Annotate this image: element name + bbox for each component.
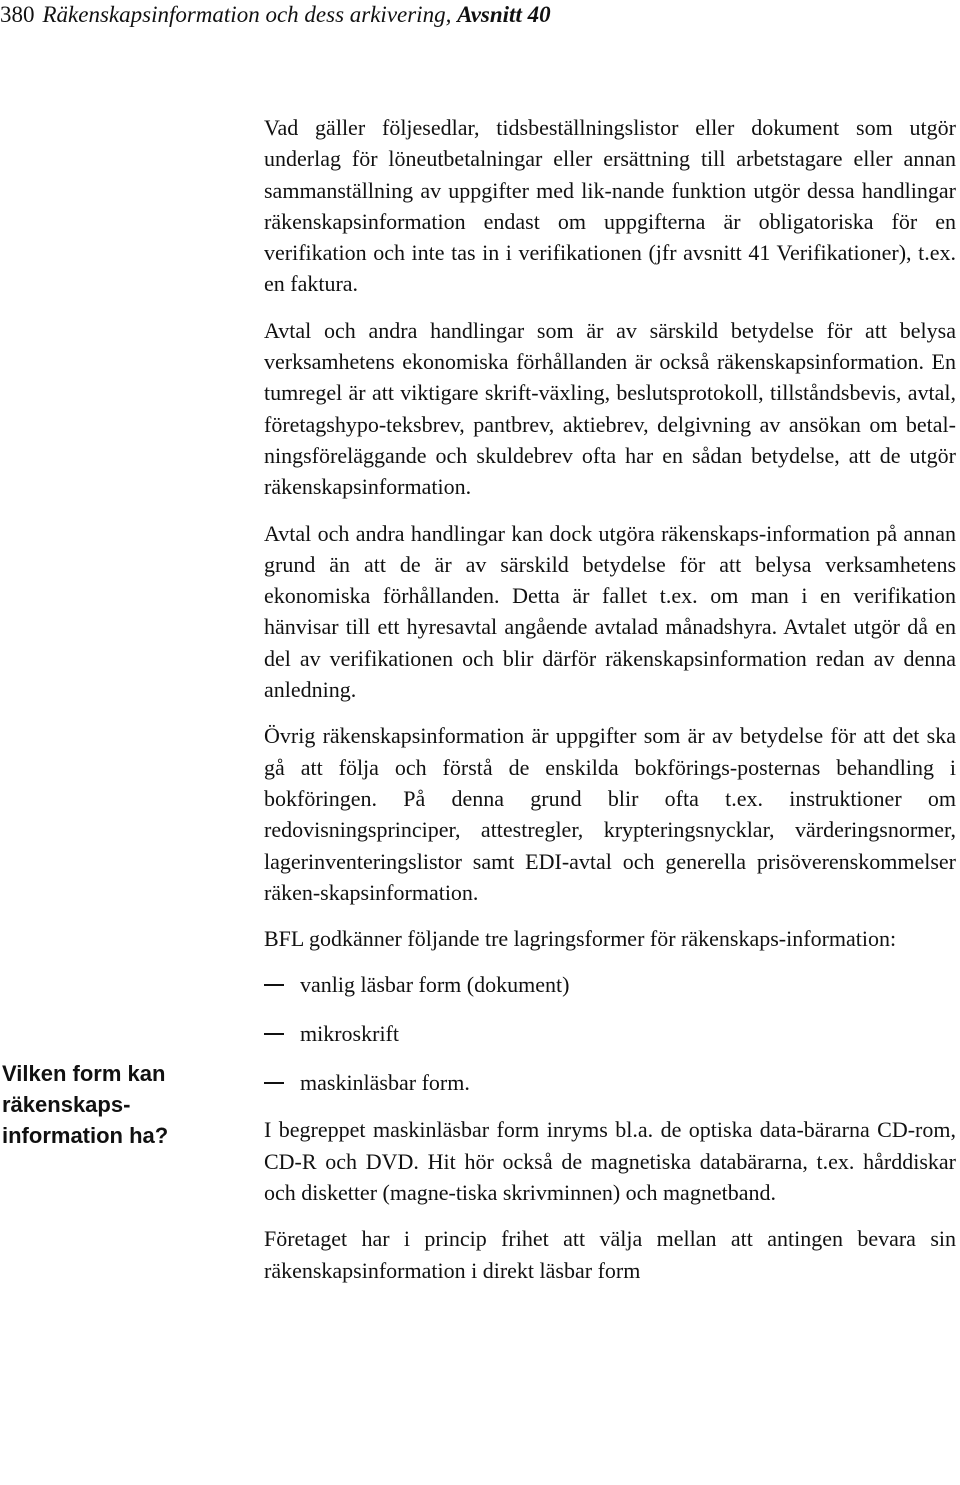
paragraph-4: Övrig räkenskapsinformation är uppgifter som är av betydelse för att det ska gå att följa och förstå de enskilda bokförings-posternas behandling i bokföringen. På denna grund blir ofta t.ex. instruktioner om redovisningsprinciper, attestregler, krypteringsnycklar, värderingsnormer, lagerinventeringslistor samt EDI-avtal och generella prisöverenskommelser räken-skapsinformation. [264, 723, 956, 905]
storage-forms-list [264, 969, 956, 1098]
list-item-text: mikroskrift [300, 1021, 399, 1047]
page-number: 380 [0, 2, 35, 27]
list-item-text: maskinläsbar form. [300, 1070, 470, 1096]
header-title: Räkenskapsinformation och dess arkivering, [42, 2, 452, 27]
paragraph-5: BFL godkänner följande tre lagringsformer för räkenskaps-information: [264, 926, 897, 952]
list-item [264, 1018, 956, 1049]
paragraph-1: Vad gäller följesedlar, tidsbeställningslistor eller dokument som utgör underlag för löneutbetalningar eller ersättning till arbetstagare eller annan sammanställning av uppgifter med lik-nande funktion utgör dessa handlingar räkenskapsinformation endast om uppgifterna är obligatoriska för en verifikation och inte tas in i verifikationen (jfr avsnitt 41 Verifikationer), t.ex. en faktura. [264, 115, 956, 297]
list-item [264, 1067, 956, 1098]
paragraph-6: I begreppet maskinläsbar form inryms bl.a. de optiska data-bärarna CD-rom, CD-R och DVD. Hit hör också de magnetiska databärarna, t.ex. hårddiskar och disketter (magne-tiska skrivminnen) och magnetband. [264, 1117, 956, 1206]
page-header [0, 0, 551, 30]
dash-bullet-icon [264, 1033, 284, 1035]
paragraph-2: Avtal och andra handlingar som är av särskild betydelse för att belysa verksamhetens ekonomiska förhållanden är också räkenskapsinformation. En tumregel är att viktigare skrift-växling, beslutsprotokoll, tillståndsbevis, avtal, företagshypo-teksbrev, pantbrev, aktiebrev, delgivning av ansökan om betal-ningsföreläggande och skuldebrev ofta har en sådan betydelse, att de utgör räkenskapsinformation. [264, 317, 956, 500]
dash-bullet-icon [264, 1082, 284, 1084]
list-item-text: vanlig läsbar form (dokument) [300, 972, 570, 998]
paragraph-3: Avtal och andra handlingar kan dock utgöra räkenskaps-information på annan grund än att de är av särskild betydelse för att belysa verksamhetens ekonomiska förhållanden. Detta är fallet t.ex. om man i en verifikation hänvisar till ett hyresavtal angående avtalad månadshyra. Avtalet utgör då en del av verifikationen och blir därför räkenskapsinformation redan av denna anledning. [264, 520, 956, 703]
margin-note: Vilken form kan räkenskaps-information ha? [2, 1061, 169, 1148]
header-section: Avsnitt 40 [457, 2, 551, 27]
dash-bullet-icon [264, 984, 284, 986]
paragraph-7: Företaget har i princip frihet att välja mellan att antingen bevara sin räkenskapsinformation i direkt läsbar form [264, 1226, 956, 1283]
body-text [264, 112, 956, 1286]
list-item [264, 969, 956, 1000]
